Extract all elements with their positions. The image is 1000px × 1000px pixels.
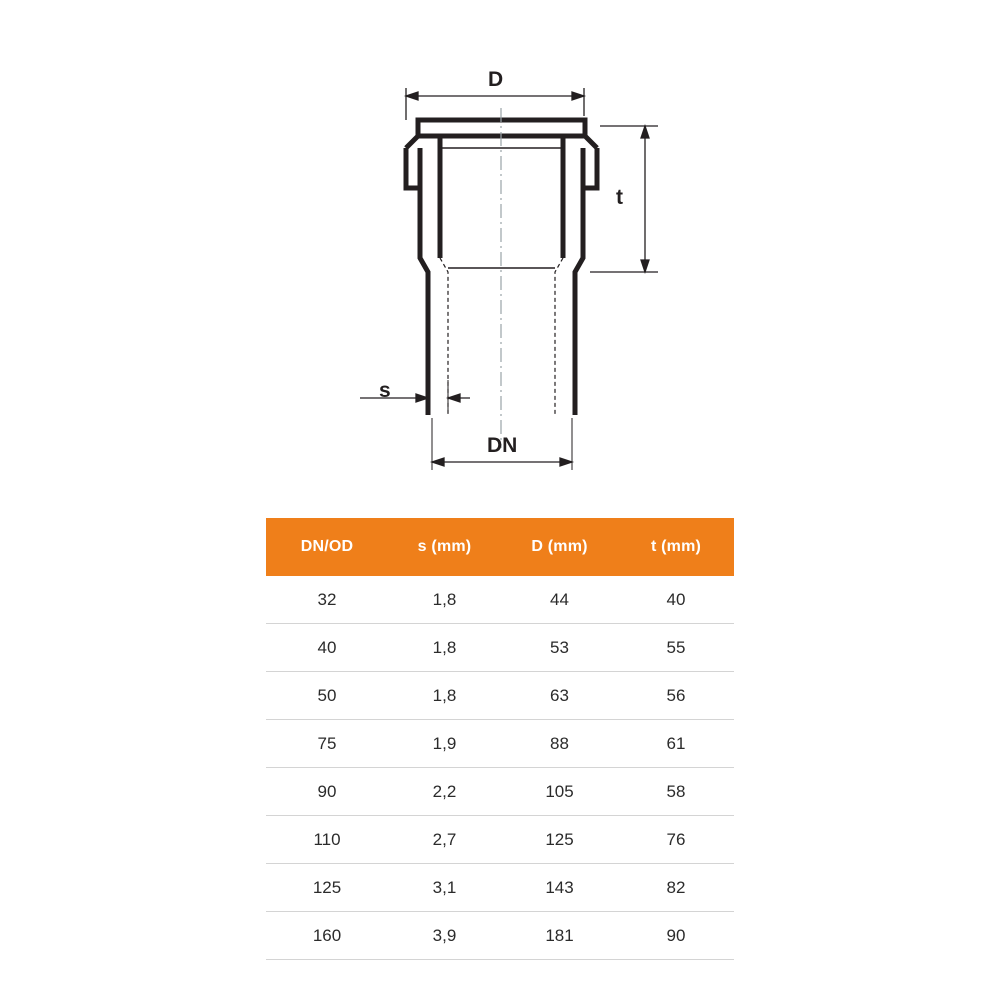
table-row: [266, 768, 734, 816]
table-cell: 160: [266, 912, 388, 960]
table-header-cell: DN/OD: [266, 518, 388, 576]
table-cell: 56: [618, 672, 734, 720]
table-cell: 1,8: [388, 576, 501, 624]
dimensions-table-container: [266, 518, 734, 960]
table-row: [266, 816, 734, 864]
table-cell: 1,8: [388, 672, 501, 720]
table-row: [266, 672, 734, 720]
table-row: [266, 576, 734, 624]
dimension-label-s: s: [379, 379, 391, 402]
dimension-label-D: D: [488, 68, 504, 91]
table-row: [266, 864, 734, 912]
table-cell: 53: [501, 624, 618, 672]
table-header-row: [266, 518, 734, 576]
table-cell: 88: [501, 720, 618, 768]
dimension-label-DN: DN: [487, 434, 518, 457]
dimension-D: [406, 88, 584, 120]
table-cell: 125: [501, 816, 618, 864]
table-row: [266, 720, 734, 768]
table-body: [266, 576, 734, 960]
dimension-t: [590, 126, 658, 272]
table-cell: 3,1: [388, 864, 501, 912]
table-cell: 63: [501, 672, 618, 720]
table-cell: 143: [501, 864, 618, 912]
table-cell: 110: [266, 816, 388, 864]
dimension-label-t: t: [616, 186, 623, 209]
table-cell: 44: [501, 576, 618, 624]
table-header: [266, 518, 734, 576]
table-cell: 75: [266, 720, 388, 768]
table-cell: 90: [618, 912, 734, 960]
table-cell: 3,9: [388, 912, 501, 960]
table-cell: 181: [501, 912, 618, 960]
table-cell: 105: [501, 768, 618, 816]
table-header-cell: D (mm): [501, 518, 618, 576]
table-cell: 40: [266, 624, 388, 672]
table-header-cell: t (mm): [618, 518, 734, 576]
table-row: [266, 912, 734, 960]
table-cell: 1,8: [388, 624, 501, 672]
table-cell: 32: [266, 576, 388, 624]
table-cell: 61: [618, 720, 734, 768]
table-cell: 76: [618, 816, 734, 864]
dimensions-table: [266, 518, 734, 960]
table-header-cell: s (mm): [388, 518, 501, 576]
dimension-s: [360, 380, 470, 412]
table-cell: 90: [266, 768, 388, 816]
table-cell: 1,9: [388, 720, 501, 768]
table-cell: 125: [266, 864, 388, 912]
table-row: [266, 624, 734, 672]
table-cell: 82: [618, 864, 734, 912]
table-cell: 40: [618, 576, 734, 624]
table-cell: 58: [618, 768, 734, 816]
table-cell: 50: [266, 672, 388, 720]
table-cell: 2,7: [388, 816, 501, 864]
table-cell: 2,2: [388, 768, 501, 816]
table-cell: 55: [618, 624, 734, 672]
